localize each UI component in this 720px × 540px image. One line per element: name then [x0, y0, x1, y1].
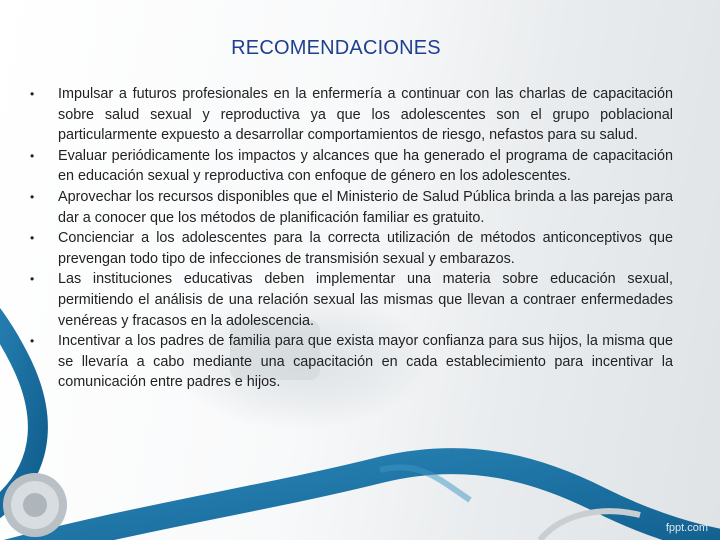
list-item	[30, 269, 673, 331]
bullet-icon: •	[30, 87, 35, 101]
bullet-icon: •	[30, 272, 35, 287]
bullet-icon: •	[30, 189, 35, 204]
list-item	[30, 84, 673, 146]
bullet-icon: •	[30, 334, 35, 349]
list-item	[30, 187, 673, 228]
list-item-text: Concienciar a los adolescentes para la correcta utilización de métodos anticonceptivos que prevengan todo tipo de infecciones de transmisión sexual y embarazos.	[58, 230, 673, 267]
watermark: fppt.com	[665, 522, 708, 534]
list-item-text: Las instituciones educativas deben implementar una materia sobre educación sexual, permitiendo el análisis de una relación sexual las mismas que llevan a contraer enfermedades venéreas y fracasos en la adolescencia.	[58, 271, 673, 329]
list-item-text: Impulsar a futuros profesionales en la enfermería a continuar con las charlas de capacitación sobre salud sexual y reproductiva ya que los adolescentes son el grupo poblacional particularmente expuesto a desarrollar comportamientos de riesgo, nefastos para su salud.	[58, 86, 673, 144]
bullet-icon: •	[30, 231, 35, 246]
list-item	[30, 146, 673, 187]
list-item	[30, 228, 673, 269]
bullet-icon: •	[30, 148, 35, 163]
list-item-text: Evaluar periódicamente los impactos y alcances que ha generado el programa de capacitación en educación sexual y reproductiva con enfoque de género en los adolescentes.	[58, 147, 673, 185]
recommendations-list	[30, 84, 673, 393]
slide-title: RECOMENDACIONES	[231, 37, 441, 59]
list-item-text: Aprovechar los recursos disponibles que el Ministerio de Salud Pública brinda a las parejas para dar a conocer que los métodos de planificación familiar es gratuito.	[58, 188, 673, 226]
list-item-text: Incentivar a los padres de familia para que exista mayor confianza para sus hijos, la misma que se llevaría a cabo mediante una capacitación en cada establecimiento para incentivar la comunicación entre padres e hijos.	[58, 333, 673, 391]
list-item	[30, 331, 673, 393]
